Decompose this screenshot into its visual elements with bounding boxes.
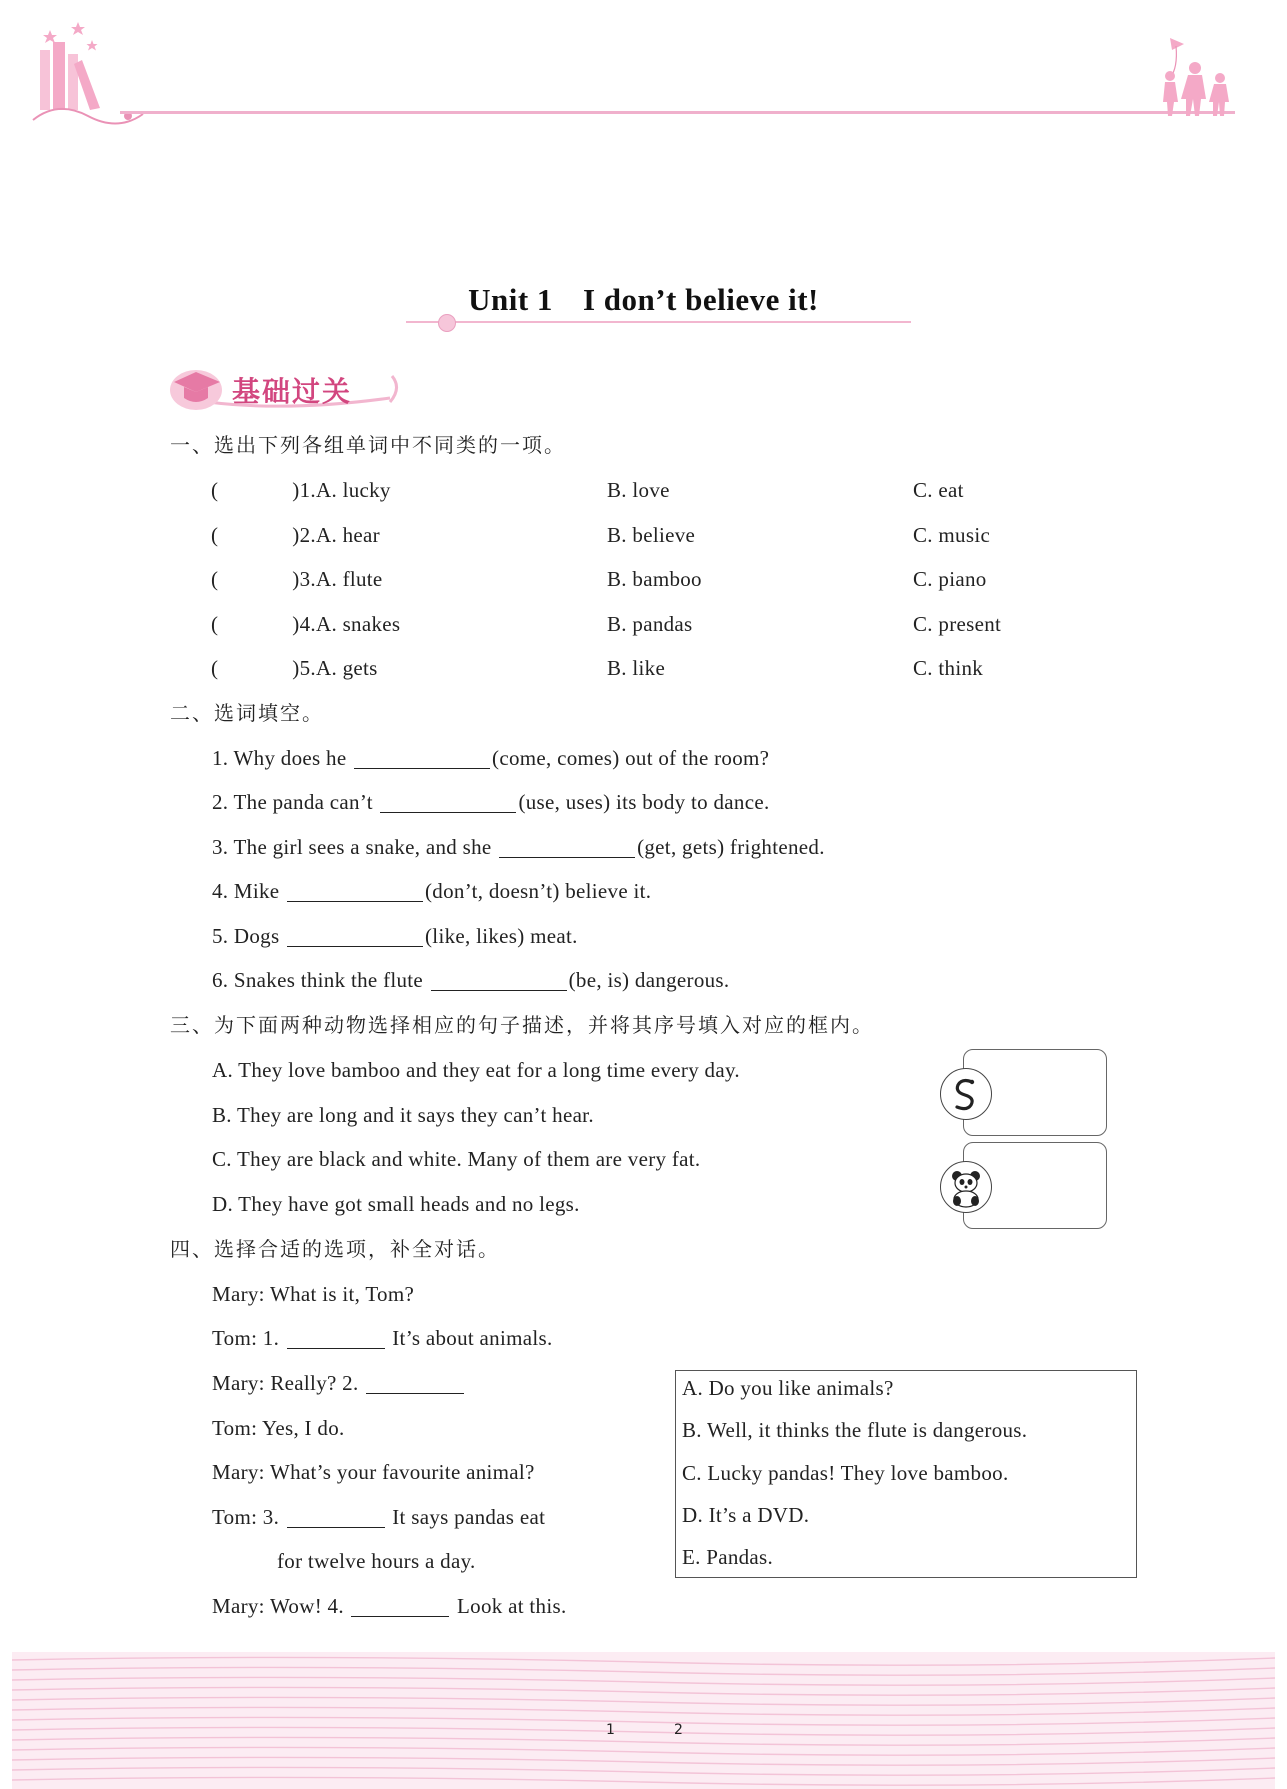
answer-blank[interactable] <box>354 746 490 769</box>
dialogue-line-7: for twelve hours a day. <box>277 1549 476 1573</box>
option-b: B. Well, it thinks the flute is dangerous. <box>682 1418 1028 1442</box>
option-a: A. Do you like animals? <box>682 1376 894 1400</box>
part2-item-5: 5. Dogs (like, likes) meat. <box>212 924 578 948</box>
part1-item-5-option-c: C. think <box>913 656 984 680</box>
part1-item-3-option-c: C. piano <box>913 567 987 591</box>
answer-blank[interactable] <box>287 1505 385 1528</box>
answer-blank[interactable] <box>287 924 423 947</box>
option-c: C. Lucky pandas! They love bamboo. <box>682 1461 1009 1485</box>
answer-blank[interactable] <box>431 968 567 991</box>
kids-with-kite-icon <box>1150 38 1240 118</box>
part2-item-4: 4. Mike (don’t, doesn’t) believe it. <box>212 879 652 903</box>
panda-icon <box>940 1161 992 1213</box>
part1-item-1-option-b: B. love <box>607 478 670 502</box>
section-label: 基础过关 <box>232 375 353 408</box>
footer-wave-band <box>12 1652 1275 1789</box>
part1-item-1-number: ( )1. <box>211 478 316 502</box>
answer-blank[interactable] <box>287 879 423 902</box>
dialogue-line-3: Mary: Really? 2. <box>212 1368 466 1398</box>
title-underline <box>406 321 911 323</box>
answer-blank[interactable] <box>287 1326 385 1349</box>
part3-heading: 三、为下面两种动物选择相应的句子描述，并将其序号填入对应的框内。 <box>170 1013 874 1037</box>
dialogue-line-4: Tom: Yes, I do. <box>212 1416 345 1440</box>
page-number-right: 2 <box>674 1722 683 1738</box>
dialogue-line-8: Mary: Wow! 4. Look at this. <box>212 1594 567 1618</box>
page-number-left: 1 <box>606 1722 615 1738</box>
part4-heading: 四、选择合适的选项，补全对话。 <box>170 1237 500 1261</box>
part1-heading: 一、选出下列各组单词中不同类的一项。 <box>170 433 566 457</box>
part2-item-3: 3. The girl sees a snake, and she (get, gets) frightened. <box>212 835 825 859</box>
answer-blank[interactable] <box>499 835 635 858</box>
unit-number: Unit 1 <box>468 282 553 317</box>
part3-sentence-c: C. They are black and white. Many of them are very fat. <box>212 1147 701 1171</box>
options-box <box>675 1370 1137 1578</box>
part1-item-2-option-b: B. believe <box>607 523 696 547</box>
answer-blank[interactable] <box>351 1594 449 1617</box>
part3-sentence-d: D. They have got small heads and no legs. <box>212 1192 580 1216</box>
part1-item-1-option-c: C. eat <box>913 478 964 502</box>
title-dot <box>438 314 456 332</box>
part3-sentence-a: A. They love bamboo and they eat for a long time every day. <box>212 1058 740 1082</box>
part1-item-2-option-a: A. hear <box>316 523 380 547</box>
unit-heading: I don’t believe it! <box>582 282 819 317</box>
header-rule <box>120 111 1235 114</box>
part1-item-4-option-a: A. snakes <box>316 612 401 636</box>
part2-item-1: 1. Why does he (come, comes) out of the room? <box>212 746 770 770</box>
part1-item-4-number: ( )4. <box>211 612 316 636</box>
part1-item-5-option-b: B. like <box>607 656 666 680</box>
snake-icon <box>940 1068 992 1120</box>
part1-item-4-option-b: B. pandas <box>607 612 693 636</box>
option-d: D. It’s a DVD. <box>682 1503 810 1527</box>
option-e: E. Pandas. <box>682 1545 774 1569</box>
dialogue-line-2: Tom: 1. It’s about animals. <box>212 1326 553 1350</box>
part1-item-2-option-c: C. music <box>913 523 991 547</box>
part1-item-5-option-a: A. gets <box>316 656 378 680</box>
part2-heading: 二、选词填空。 <box>170 701 324 725</box>
dialogue-line-1: Mary: What is it, Tom? <box>212 1282 415 1306</box>
answer-blank[interactable] <box>380 790 516 813</box>
dialogue-line-5: Mary: What’s your favourite animal? <box>212 1460 535 1484</box>
part2-item-2: 2. The panda can’t (use, uses) its body to dance. <box>212 790 770 814</box>
part2-item-6: 6. Snakes think the flute (be, is) dangerous. <box>212 968 730 992</box>
dialogue-line-6: Tom: 3. It says pandas eat <box>212 1505 546 1529</box>
part1-item-4-option-c: C. present <box>913 612 1002 636</box>
part1-item-1-option-a: A. lucky <box>316 478 391 502</box>
part1-item-3-number: ( )3. <box>211 567 316 591</box>
part1-item-3-option-b: B. bamboo <box>607 567 702 591</box>
unit-title <box>0 282 1287 318</box>
answer-blank[interactable] <box>366 1371 464 1394</box>
part1-item-3-option-a: A. flute <box>316 567 383 591</box>
part1-item-5-number: ( )5. <box>211 656 316 680</box>
part1-item-2-number: ( )2. <box>211 523 316 547</box>
part3-sentence-b: B. They are long and it says they can’t hear. <box>212 1103 594 1127</box>
